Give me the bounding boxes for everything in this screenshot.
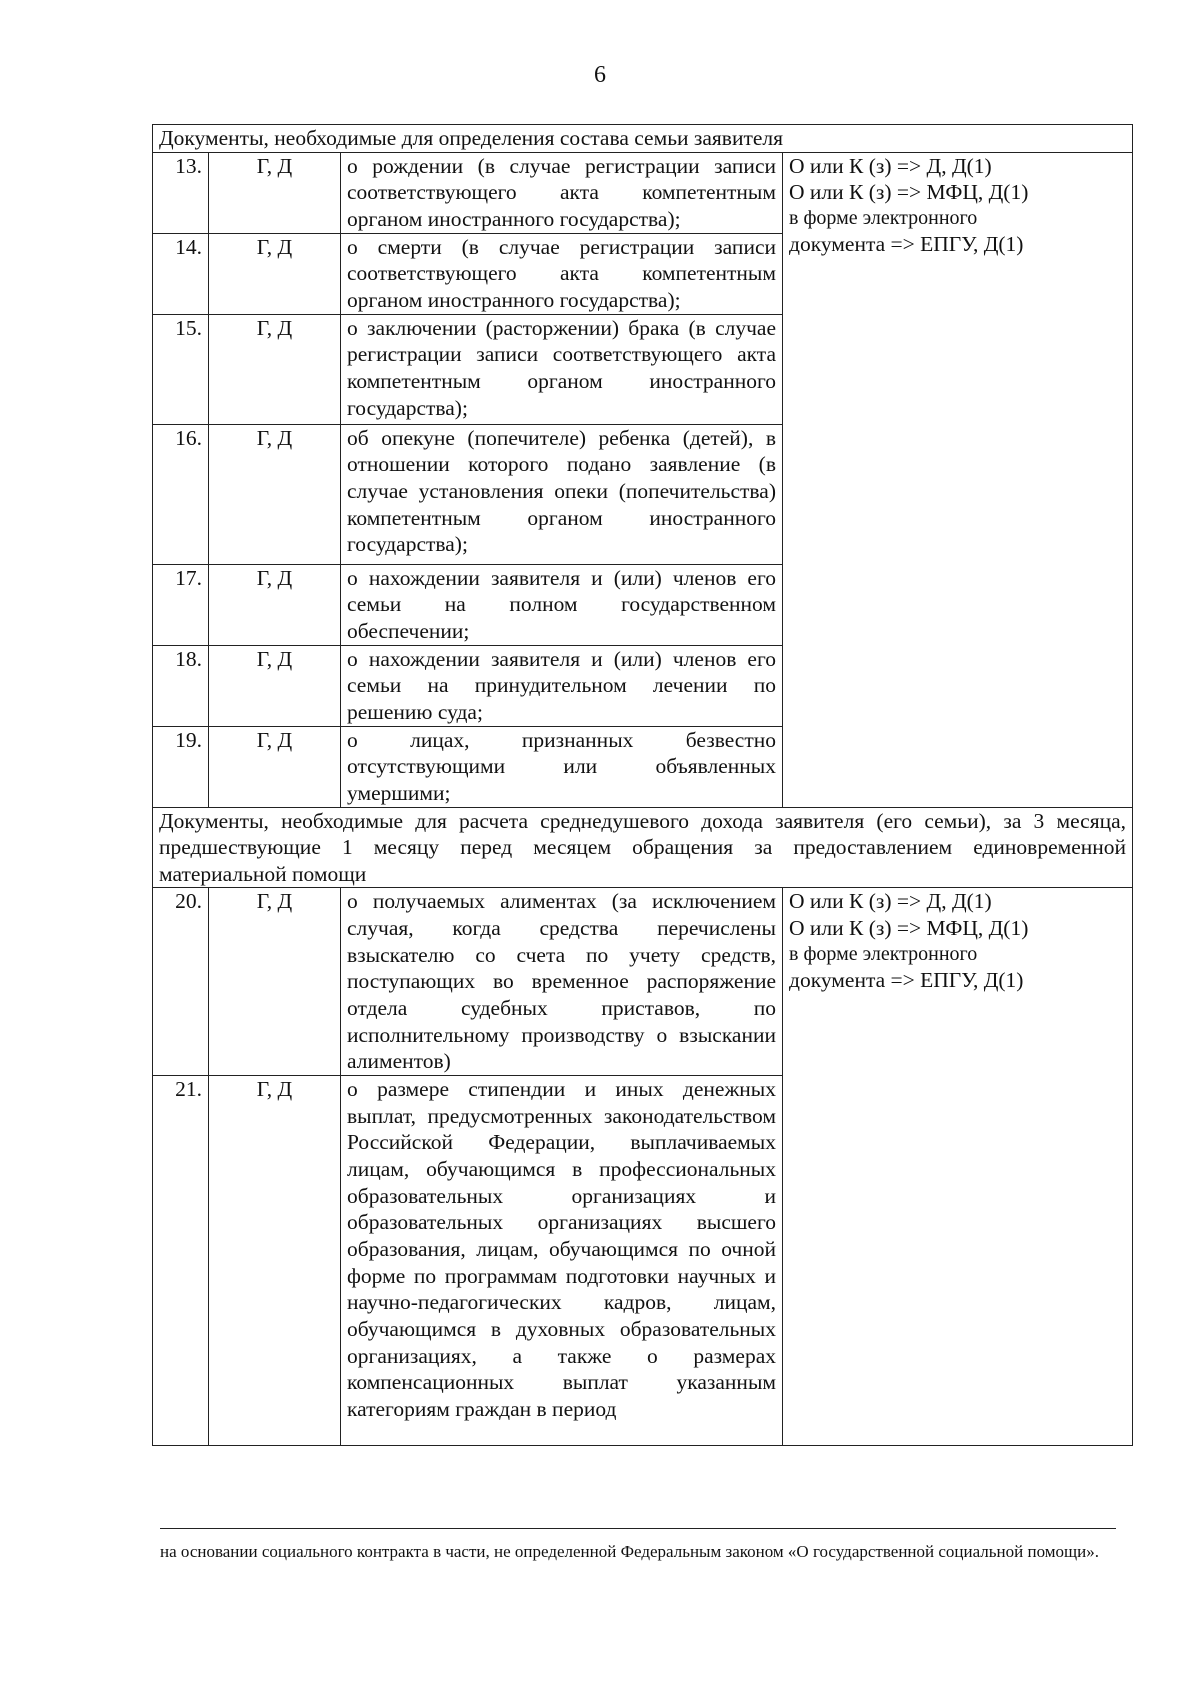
submission-method: документа => ЕПГУ, Д(1) (789, 231, 1024, 256)
submission-method: О или К (з) => Д, Д(1) (789, 889, 992, 914)
footnote-text: на основании социального контракта в части, не определенной Федеральным законом «О государственной социальной помощи». (160, 1542, 1099, 1561)
row-description: о нахождении заявителя и (или) членов его семьи на полном государственном обеспечении; (341, 564, 783, 645)
row-number: 18. (153, 645, 209, 726)
row-description: о заключении (расторжении) брака (в случае регистрации записи соответствующего акта компетентным органом иностранного государства); (341, 314, 783, 424)
submission-method: О или К (з) => МФЦ, Д(1) (789, 180, 1029, 205)
documents-table (152, 124, 1133, 1446)
row-description: о нахождении заявителя и (или) членов его семьи на принудительном лечении по решению суда; (341, 645, 783, 726)
section-heading: Документы, необходимые для определения состава семьи заявителя (153, 125, 1133, 153)
footnote-divider (160, 1528, 1116, 1529)
row-code: Г, Д (209, 645, 341, 726)
row-number: 13. (153, 152, 209, 233)
section-heading: Документы, необходимые для расчета среднедушевого дохода заявителя (его семьи), за 3 месяца, предшествующие 1 месяцу перед месяцем обращения за предоставлением единовременной материальной помощи (153, 807, 1133, 888)
row-code: Г, Д (209, 564, 341, 645)
row-description: о рождении (в случае регистрации записи соответствующего акта компетентным органом иностранного государства); (341, 152, 783, 233)
submission-methods-cell (783, 888, 1133, 1446)
row-number: 17. (153, 564, 209, 645)
row-code: Г, Д (209, 314, 341, 424)
row-number: 21. (153, 1076, 209, 1446)
submission-method: документа => ЕПГУ, Д(1) (789, 967, 1024, 992)
row-code: Г, Д (209, 726, 341, 807)
row-code: Г, Д (209, 1076, 341, 1446)
row-description: о размере стипендии и иных денежных выплат, предусмотренных законодательством Российской Федерации, выплачиваемых лицам, обучающимся в профессиональных образовательных организациях и образовательных организациях высшего образования, лицам, обучающимся по очной форме по программам подготовки научных и научно-педагогических кадров, лицам, обучающимся в духовных образовательных организациях, а также о размерах компенсационных выплат указанным категориям граждан в период (341, 1076, 783, 1446)
submission-method: О или К (з) => Д, Д(1) (789, 153, 992, 178)
row-code: Г, Д (209, 888, 341, 1076)
row-description: о смерти (в случае регистрации записи соответствующего акта компетентным органом иностранного государства); (341, 233, 783, 314)
table-row (153, 152, 1133, 233)
page-number: 6 (594, 62, 606, 88)
row-code: Г, Д (209, 152, 341, 233)
row-number: 19. (153, 726, 209, 807)
row-number: 20. (153, 888, 209, 1076)
submission-method: в форме электронного (789, 942, 978, 965)
row-code: Г, Д (209, 424, 341, 564)
table-row (153, 888, 1133, 1076)
row-number: 14. (153, 233, 209, 314)
submission-method: в форме электронного (789, 206, 978, 229)
row-description: о лицах, признанных безвестно отсутствующими или объявленных умершими; (341, 726, 783, 807)
submission-methods-cell (783, 152, 1133, 807)
row-code: Г, Д (209, 233, 341, 314)
section-heading-row (153, 807, 1133, 888)
submission-method: О или К (з) => МФЦ, Д(1) (789, 916, 1029, 941)
row-number: 16. (153, 424, 209, 564)
row-description: о получаемых алиментах (за исключением случая, когда средства перечислены взыскателю со счета по учету средств, поступающих во временное распоряжение отдела судебных приставов, по исполнительному производству о взыскании алиментов) (341, 888, 783, 1076)
row-description: об опекуне (попечителе) ребенка (детей), в отношении которого подано заявление (в случае установления опеки (попечительства) компетентным органом иностранного государства); (341, 424, 783, 564)
row-number: 15. (153, 314, 209, 424)
section-heading-row (153, 125, 1133, 153)
